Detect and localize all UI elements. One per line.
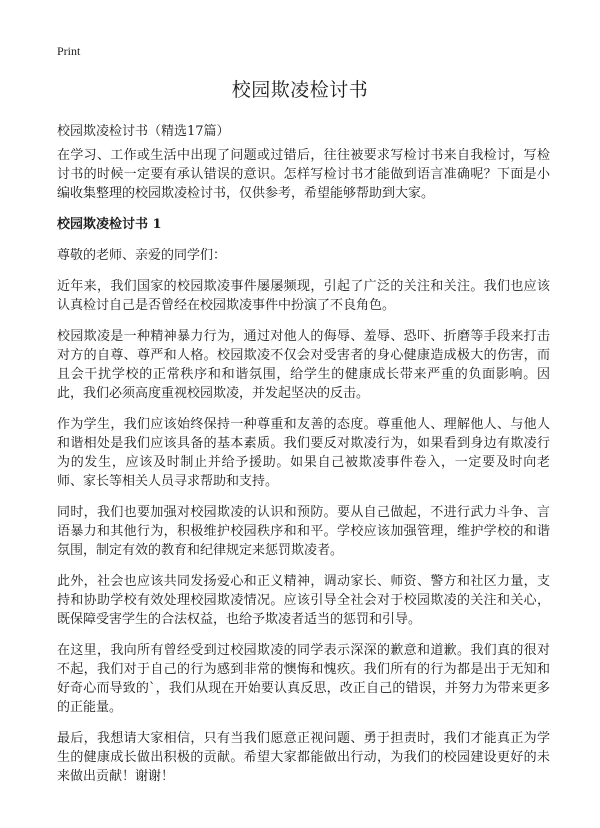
body-paragraph: 近年来，我们国家的校园欺凌事件屡屡频现，引起了广泛的关注和关注。我们也应该认真检讨自己是否曾经在校园欺凌事件中扮演了不良角色。	[57, 279, 550, 313]
body-paragraph: 作为学生，我们应该始终保持一种尊重和友善的态度。尊重他人、理解他人、与他人和谐相处是我们应该具备的基本素质。我们要反对欺凌行为，如果看到身边有欺凌行为的发生，应该及时制止并给予援助。如果自己被欺凌事件卷入，一定要及时向老师、家长等相关人员寻求帮助和支持。	[57, 417, 550, 489]
body-paragraph: 在这里，我向所有曾经受到过校园欺凌的同学表示深深的歉意和道歉。我们真的很对不起，我们对于自己的行为感到非常的懊悔和愧疚。我们所有的行为都是出于无知和好奇心而导致的`，我们从现在开始要认真反思，改正自己的错误，并努力为带来更多的正能量。	[57, 643, 550, 715]
intro-paragraph: 在学习、工作或生活中出现了问题或过错后，往往被要求写检讨书来自我检讨，写检讨书的时候一定要有承认错误的意识。怎样写检讨书才能做到语言准确呢？下面是小编收集整理的校园欺凌检讨书，仅供参考，希望能够帮助到大家。	[57, 148, 550, 201]
page-title: 校园欺凌检讨书	[231, 79, 369, 101]
greeting-line: 尊敬的老师、亲爱的同学们：	[57, 248, 227, 263]
body-paragraph: 最后，我想请大家相信，只有当我们愿意正视问题、勇于担责时，我们才能真正为学生的健康成长做出积极的贡献。希望大家都能做出行动，为我们的校园建设更好的未来做出贡献！谢谢！	[57, 731, 550, 784]
print-link[interactable]: Print	[57, 44, 81, 58]
body-paragraph: 此外，社会也应该共同发扬爱心和正义精神，调动家长、师资、警方和社区力量，支持和协助学校有效处理校园欺凌情况。应该引导全社会对于校园欺凌的关注和关心，既保障受害学生的合法权益，也给予欺凌者适当的惩罚和引导。	[57, 574, 550, 627]
body-paragraph: 同时，我们也要加强对校园欺凌的认识和预防。要从自己做起，不进行武力斗争、言语暴力和其他行为，积极维护校园秩序和和平。学校应该加强管理，维护学校的和谐氛围，制定有效的教育和纪律规定来惩罚欺凌者。	[57, 505, 550, 558]
document-subtitle: 校园欺凌检讨书（精选17篇）	[57, 124, 230, 139]
section-heading: 校园欺凌检讨书 1	[57, 217, 162, 232]
body-paragraph: 校园欺凌是一种精神暴力行为，通过对他人的侮辱、羞辱、恐吓、折磨等手段来打击对方的自尊、尊严和人格。校园欺凌不仅会对受害者的身心健康造成极大的伤害，而且会干扰学校的正常秩序和和谐氛围，给学生的健康成长带来严重的负面影响。因此，我们必须高度重视校园欺凌，并发起坚决的反击。	[57, 329, 550, 401]
document-body	[57, 146, 550, 798]
